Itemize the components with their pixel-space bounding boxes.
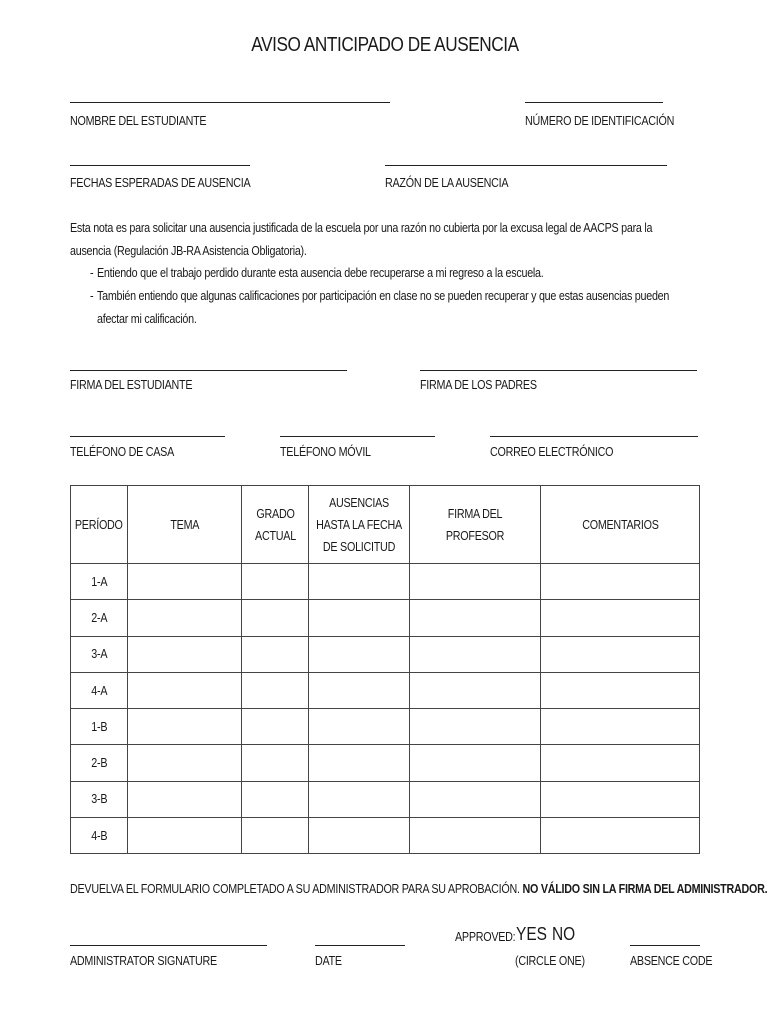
period-cell — [71, 781, 128, 817]
teacher-signature-cell[interactable] — [410, 636, 541, 672]
absence-code-label: ABSENCE CODE — [630, 954, 713, 968]
comments-cell[interactable] — [541, 600, 700, 636]
header-grade: GRADO ACTUAL — [242, 486, 309, 564]
absences-cell[interactable] — [309, 672, 410, 708]
footer-instruction-bold: NO VÁLIDO SIN LA FIRMA DEL ADMINISTRADOR. — [522, 882, 768, 896]
header-period: PERÍODO — [71, 486, 128, 564]
subject-cell[interactable] — [127, 745, 242, 781]
student-signature-label: FIRMA DEL ESTUDIANTE — [70, 378, 193, 392]
absences-cell[interactable] — [309, 636, 410, 672]
subject-cell[interactable] — [127, 672, 242, 708]
period-cell — [71, 709, 128, 745]
grade-cell[interactable] — [242, 564, 309, 600]
period-label: 1-B — [90, 719, 107, 734]
period-cell — [71, 818, 128, 854]
grade-cell[interactable] — [242, 818, 309, 854]
period-label: 1-A — [90, 574, 107, 589]
circle-one-label: (CIRCLE ONE) — [515, 954, 585, 968]
table-row — [71, 818, 700, 854]
teacher-signature-cell[interactable] — [410, 818, 541, 854]
table-row — [71, 781, 700, 817]
table-header-row — [71, 486, 700, 564]
footer-instruction — [70, 882, 767, 896]
table-row — [71, 745, 700, 781]
period-cell — [71, 564, 128, 600]
comments-cell[interactable] — [541, 709, 700, 745]
period-cell — [71, 636, 128, 672]
comments-cell[interactable] — [541, 636, 700, 672]
approved-yes[interactable]: YES — [516, 924, 547, 944]
absence-table — [70, 485, 700, 854]
absence-dates-label: FECHAS ESPERADAS DE AUSENCIA — [70, 176, 251, 190]
teacher-signature-cell[interactable] — [410, 745, 541, 781]
home-phone-label: TELÉFONO DE CASA — [70, 445, 174, 459]
id-number-label: NÚMERO DE IDENTIFICACIÓN — [525, 114, 675, 128]
comments-cell[interactable] — [541, 781, 700, 817]
comments-cell[interactable] — [541, 818, 700, 854]
parent-signature-line[interactable] — [420, 370, 697, 371]
table-row — [71, 636, 700, 672]
grade-cell[interactable] — [242, 600, 309, 636]
table-row — [71, 564, 700, 600]
student-signature-line[interactable] — [70, 370, 347, 371]
table-row — [71, 600, 700, 636]
student-name-line[interactable] — [70, 102, 390, 103]
absences-cell[interactable] — [309, 564, 410, 600]
admin-signature-line[interactable] — [70, 945, 267, 946]
grade-cell[interactable] — [242, 781, 309, 817]
absences-cell[interactable] — [309, 600, 410, 636]
subject-cell[interactable] — [127, 636, 242, 672]
notice-paragraph: Esta nota es para solicitar una ausencia justificada de la escuela por una razón no cubierta por la excusa legal de AACPS para la ausencia (Regulación JB-RA Asistencia Obligatoria). — [70, 221, 653, 258]
absences-cell[interactable] — [309, 781, 410, 817]
absences-cell[interactable] — [309, 709, 410, 745]
subject-cell[interactable] — [127, 600, 242, 636]
date-label: DATE — [315, 954, 342, 968]
grade-cell[interactable] — [242, 636, 309, 672]
comments-cell[interactable] — [541, 672, 700, 708]
date-line[interactable] — [315, 945, 405, 946]
grade-cell[interactable] — [242, 672, 309, 708]
parent-signature-label: FIRMA DE LOS PADRES — [420, 378, 537, 392]
email-label: CORREO ELECTRÓNICO — [490, 445, 614, 459]
header-absences: AUSENCIAS HASTA LA FECHA DE SOLICITUD — [309, 486, 410, 564]
period-label: 2-A — [90, 610, 107, 625]
period-cell — [71, 745, 128, 781]
period-label: 3-B — [90, 792, 107, 807]
absences-cell[interactable] — [309, 745, 410, 781]
period-label: 3-A — [90, 647, 107, 662]
comments-cell[interactable] — [541, 564, 700, 600]
id-number-line[interactable] — [525, 102, 663, 103]
absence-reason-line[interactable] — [385, 165, 667, 166]
subject-cell[interactable] — [127, 709, 242, 745]
student-name-label: NOMBRE DEL ESTUDIANTE — [70, 114, 207, 128]
approved-no[interactable]: NO — [552, 924, 576, 944]
teacher-signature-cell[interactable] — [410, 564, 541, 600]
teacher-signature-cell[interactable] — [410, 709, 541, 745]
notice-bullet-2: También entiendo que algunas calificaciones por participación en clase no se pueden recuperar y que estas ausencias pueden afectar mi calificación. — [97, 289, 670, 326]
teacher-signature-cell[interactable] — [410, 781, 541, 817]
absence-code-line[interactable] — [630, 945, 700, 946]
mobile-phone-line[interactable] — [280, 436, 435, 437]
form-title: AVISO ANTICIPADO DE AUSENCIA — [251, 34, 519, 56]
notice-bullet-1: Entiendo que el trabajo perdido durante esta ausencia debe recuperarse a mi regreso a la escuela. — [97, 266, 544, 280]
header-subject: TEMA — [127, 486, 242, 564]
period-label: 2-B — [90, 756, 107, 771]
absence-reason-label: RAZÓN DE LA AUSENCIA — [385, 176, 509, 190]
mobile-phone-label: TELÉFONO MÓVIL — [280, 445, 371, 459]
bullet-mark-1: - — [90, 266, 94, 280]
absence-dates-line[interactable] — [70, 165, 250, 166]
header-comments: COMENTARIOS — [541, 486, 700, 564]
absences-cell[interactable] — [309, 818, 410, 854]
approved-label: APPROVED: — [455, 930, 516, 944]
footer-instruction-text: DEVUELVA EL FORMULARIO COMPLETADO A SU ADMINISTRADOR PARA SU APROBACIÓN. — [70, 882, 520, 896]
subject-cell[interactable] — [127, 781, 242, 817]
grade-cell[interactable] — [242, 709, 309, 745]
email-line[interactable] — [490, 436, 698, 437]
subject-cell[interactable] — [127, 564, 242, 600]
period-label: 4-A — [90, 683, 107, 698]
subject-cell[interactable] — [127, 818, 242, 854]
comments-cell[interactable] — [541, 745, 700, 781]
grade-cell[interactable] — [242, 745, 309, 781]
table-row — [71, 709, 700, 745]
teacher-signature-cell[interactable] — [410, 672, 541, 708]
header-teacher-signature: FIRMA DEL PROFESOR — [410, 486, 541, 564]
home-phone-line[interactable] — [70, 436, 225, 437]
teacher-signature-cell[interactable] — [410, 600, 541, 636]
period-cell — [71, 600, 128, 636]
table-row — [71, 672, 700, 708]
period-cell — [71, 672, 128, 708]
admin-signature-label: ADMINISTRATOR SIGNATURE — [70, 954, 217, 968]
period-label: 4-B — [90, 828, 107, 843]
bullet-mark-2: - — [90, 289, 94, 303]
